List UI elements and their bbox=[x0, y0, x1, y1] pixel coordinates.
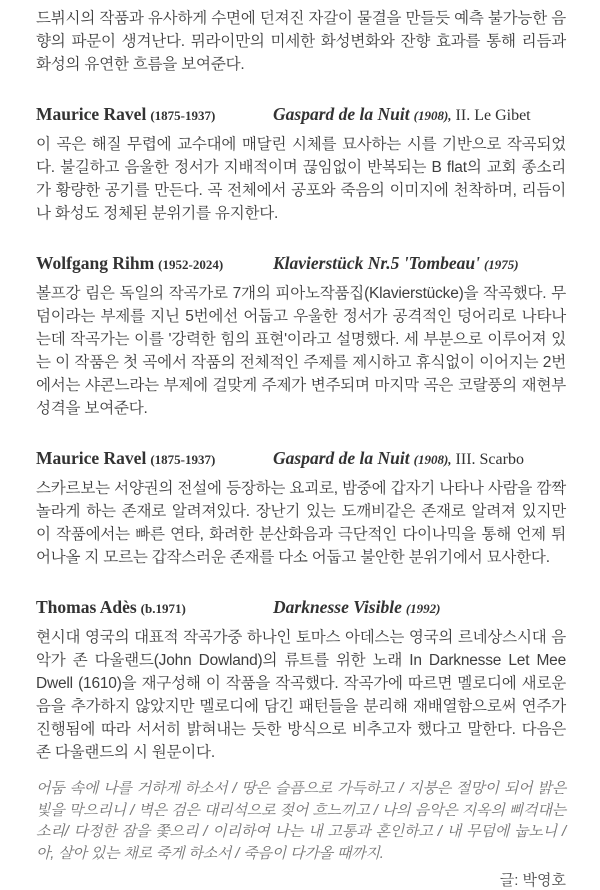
work-title: Klavierstück Nr.5 'Tombeau' bbox=[273, 253, 480, 273]
section-body: 볼프강 림은 독일의 작곡가로 7개의 피아노작품집(Klavierstücke)을 작곡했다. 무덤이라는 부제를 지닌 5번에선 어둡고 우울한 정서가 공격적인 덩어리로 나타나는데 작곡가는 이를 '강력한 힘의 표현'이라고 설명했다. 세 부분으로 이루어져 있는 이 작품은 첫 곡에서 작품의 전체적인 주제를 제시하고 휴식없이 이어지는 2번에서는 샤콘느라는 부제에 걸맞게 주제가 변주되며 마지막 곡은 코랄풍의 재현부 성격을 보여준다. bbox=[36, 285, 566, 417]
composer-dates: (1875-1937) bbox=[150, 108, 216, 123]
work-year: (1908), bbox=[413, 452, 452, 467]
composer-name: Thomas Adès bbox=[36, 597, 137, 617]
piece-heading bbox=[36, 446, 566, 472]
work-year: (1975) bbox=[483, 257, 519, 272]
section-ades-darknesse-visible bbox=[36, 595, 566, 764]
composer-dates: (b.1971) bbox=[140, 601, 186, 616]
composer-dates: (1952-2024) bbox=[158, 257, 224, 272]
movement-title: III. Scarbo bbox=[455, 451, 524, 468]
work-heading bbox=[273, 102, 531, 128]
poem-text: 어둠 속에 나를 거하게 하소서 / 땅은 슬픔으로 가득하고 / 지붕은 절망이 되어 밝은 빛을 막으리니 / 벽은 검은 대리석으로 젖어 흐느끼고 / 나의 음악은 지옥의 삐걱대는 소리/ 다정한 잠을 쫓으리 / 이리하여 나는 내 고통과 혼인하고 / 내 무덤에 눕노니 / 아, 살아 있는 채로 죽게 하소서 / 죽음이 다가올 때까지. bbox=[36, 780, 566, 862]
section-rihm-tombeau bbox=[36, 251, 566, 420]
work-title: Darknesse Visible bbox=[273, 597, 402, 617]
work-heading bbox=[273, 595, 441, 621]
intro-paragraph: 드뷔시의 작품과 유사하게 수면에 던져진 자갈이 물결을 만들듯 예측 불가능한 음향의 파문이 생겨난다. 뮈라이만의 미세한 화성변화와 잔향 효과를 통해 리듬과 화성의 유연한 흐름을 보여준다. bbox=[36, 10, 566, 73]
work-heading bbox=[273, 251, 519, 277]
composer-dates: (1875-1937) bbox=[150, 452, 216, 467]
piece-heading bbox=[36, 102, 566, 128]
section-ravel-le-gibet bbox=[36, 102, 566, 225]
section-body: 현시대 영국의 대표적 작곡가중 하나인 토마스 아데스는 영국의 르네상스시대 음악가 존 다울랜드(John Dowland)의 류트를 위한 노래 In Darknesse Let Mee Dwell (1610)을 재구성해 이 작품을 작곡했다. 작곡가에 따르면 멜로디에 새로운 음을 추가하지 않았지만 멜로디에 담긴 패턴들을 분리해 재배열함으로써 연주가 진행됨에 따라 서서히 밝혀내는 듯한 방식으로 비추고자 했다고 말한다. 다음은 존 다울랜드의 시 원문이다. bbox=[36, 629, 566, 761]
author-credit: 글: 박영호 bbox=[499, 872, 566, 889]
section-ravel-scarbo bbox=[36, 446, 566, 569]
work-year: (1992) bbox=[405, 601, 441, 616]
movement-title: II. Le Gibet bbox=[455, 107, 531, 124]
composer-name: Wolfgang Rihm bbox=[36, 253, 155, 273]
composer-name: Maurice Ravel bbox=[36, 104, 147, 124]
section-body: 이 곡은 해질 무렵에 교수대에 매달린 시체를 묘사하는 시를 기반으로 작곡되었다. 불길하고 음울한 정서가 지배적이며 끊임없이 반복되는 B flat의 교회 종소리가 황량한 공기를 만든다. 곡 전체에서 공포와 죽음의 이미지에 천착하며, 리듬이나 화성도 정체된 분위기를 유지한다. bbox=[36, 136, 566, 222]
work-heading bbox=[273, 446, 524, 472]
work-year: (1908), bbox=[413, 108, 452, 123]
work-title: Gaspard de la Nuit bbox=[273, 448, 410, 468]
piece-heading bbox=[36, 251, 566, 277]
work-title: Gaspard de la Nuit bbox=[273, 104, 410, 124]
section-body: 스카르보는 서양권의 전설에 등장하는 요괴로, 밤중에 갑자기 나타나 사람을 깜짝 놀라게 하는 존재로 알려져있다. 장난기 있는 도깨비같은 존재로 알려져 있지만 이 작품에서는 빠른 연타, 화려한 분산화음과 극단적인 다이나믹을 통해 언제 튀어나올 지 모르는 갑작스러운 존재를 다소 어둡고 불안한 분위기에서 묘사한다. bbox=[36, 480, 566, 566]
composer-name: Maurice Ravel bbox=[36, 448, 147, 468]
piece-heading bbox=[36, 595, 566, 621]
